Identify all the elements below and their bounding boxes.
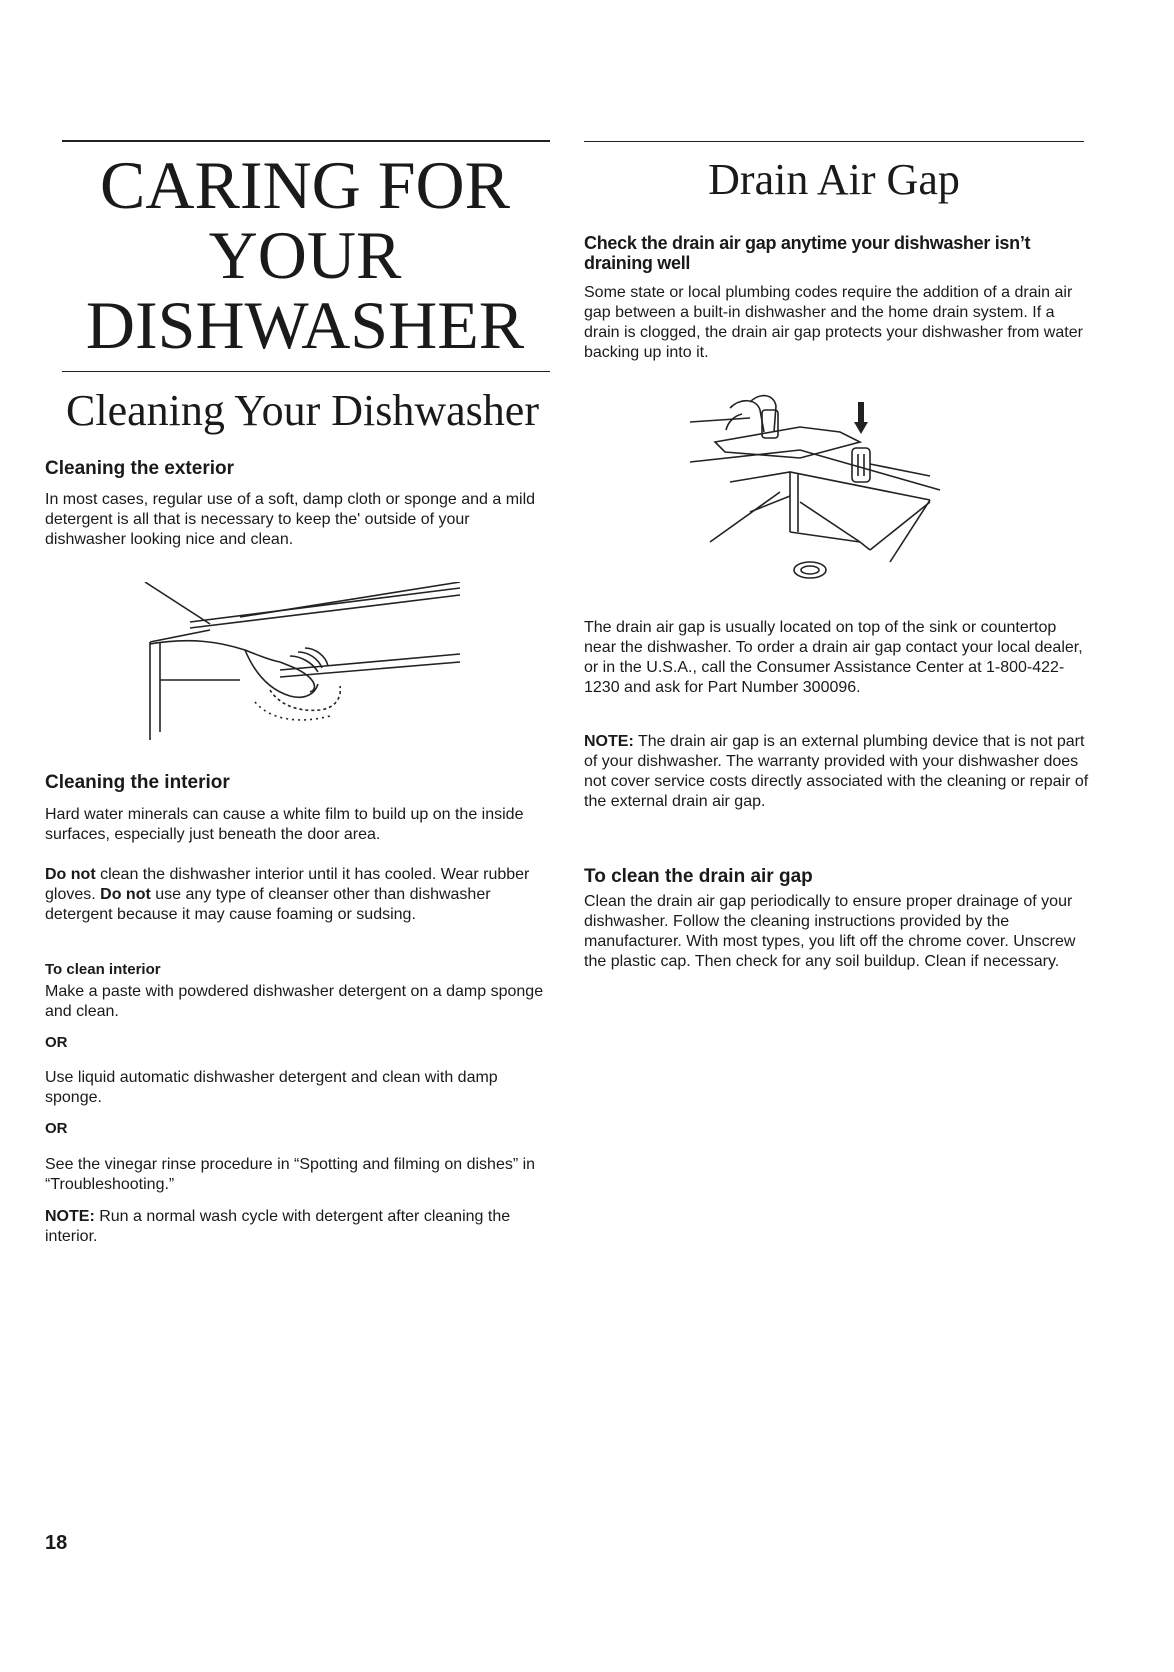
interior-body: Hard water minerals can cause a white film to build up on the inside surfaces, especially just beneath the door area.	[45, 806, 524, 843]
or-separator-1: OR	[45, 1034, 68, 1051]
page-title-line-3: DISHWASHER	[85, 287, 525, 363]
clean-drain-body: Clean the drain air gap periodically to ensure proper drainage of your dishwasher. Follow the cleaning instructions provided by the manufacturer. With most types, you lift off the chrome cover. Unscrew the plastic cap. Then check for any soil buildup. Clean if necessary.	[584, 893, 1076, 970]
page-title-line-1: CARING FOR	[100, 147, 510, 223]
top-rule-left	[62, 140, 550, 142]
drain-check-subheading: Check the drain air gap anytime your dishwasher isn’t draining well	[584, 233, 1031, 273]
page-title	[60, 147, 550, 363]
top-rule-right	[584, 141, 1084, 142]
interior-step-2: Use liquid automatic dishwasher detergent and clean with damp sponge.	[45, 1069, 498, 1106]
interior-note-text: Run a normal wash cycle with detergent after cleaning the interior.	[45, 1208, 511, 1245]
interior-note-label: NOTE:	[45, 1208, 95, 1225]
do-not-label-2: Do not	[100, 886, 151, 903]
drain-note-text: The drain air gap is an external plumbing device that is not part of your dishwasher. The warranty provided with your dishwasher does not cover service costs directly associated with the cleaning or repair of the external drain air gap.	[584, 733, 1089, 810]
cleaning-section-title: Cleaning Your Dishwasher	[66, 386, 539, 435]
caution-text-1: clean the dishwasher interior until it has cooled. Wear rubber gloves.	[45, 866, 530, 903]
drain-intro: Some state or local plumbing codes require the addition of a drain air gap between a built-in dishwasher and the home drain system. If a drain is clogged, the drain air gap protects your dishwasher from water backing up into it.	[584, 284, 1083, 361]
exterior-heading: Cleaning the exterior	[45, 458, 234, 479]
drain-note-label: NOTE:	[584, 733, 634, 750]
or-separator-2: OR	[45, 1120, 68, 1137]
wiping-exterior-illustration	[130, 582, 470, 742]
page-number: 18	[45, 1532, 68, 1554]
exterior-body: In most cases, regular use of a soft, damp cloth or sponge and a mild detergent is all that is necessary to keep the' outside of your dishwasher looking nice and clean.	[45, 491, 536, 548]
do-not-label-1: Do not	[45, 866, 96, 883]
drain-note	[584, 732, 1089, 812]
clean-drain-heading: To clean the drain air gap	[584, 866, 813, 887]
interior-step-1: Make a paste with powdered dishwasher detergent on a damp sponge and clean.	[45, 983, 544, 1020]
interior-caution	[45, 865, 550, 925]
page-title-line-2: YOUR	[208, 217, 402, 293]
drain-location: The drain air gap is usually located on top of the sink or countertop near the dishwasher. To order a drain air gap contact your local dealer, or in the U.S.A., call the Consumer Assistance Center at 1-800-422-1230 and ask for Part Number 300096.	[584, 619, 1083, 696]
interior-heading: Cleaning the interior	[45, 772, 230, 793]
drain-air-gap-title: Drain Air Gap	[708, 155, 960, 204]
interior-note	[45, 1207, 515, 1247]
mid-rule-left	[62, 371, 550, 372]
caution-text-2: use any type of cleanser other than dishwasher detergent because it may cause foaming or sudsing.	[45, 886, 491, 923]
to-clean-interior-heading: To clean interior	[45, 961, 161, 978]
drain-air-gap-illustration	[690, 392, 990, 592]
interior-step-3: See the vinegar rinse procedure in “Spotting and filming on dishes” in “Troubleshooting.”	[45, 1156, 536, 1193]
